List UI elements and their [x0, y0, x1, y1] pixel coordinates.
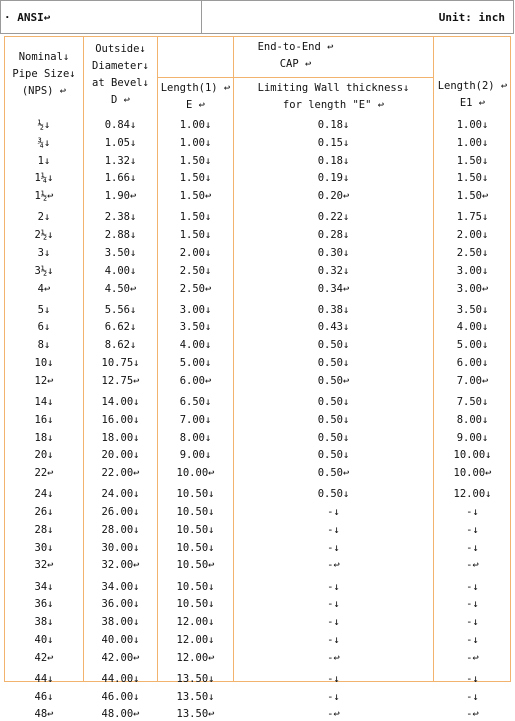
cell-nps: 38↓: [34, 616, 54, 629]
cell-length-1: 1.50↓: [179, 154, 212, 167]
header-outside-diameter: [84, 41, 157, 109]
cell-outside-diameter: 40.00↓: [101, 633, 140, 646]
cell-wall-thickness: -↩: [327, 708, 340, 721]
cell-wall-thickness: 0.50↓: [317, 413, 350, 426]
header-nps: [5, 49, 83, 100]
cell-wall-thickness: 0.15↓: [317, 136, 350, 149]
cell-nps: 1↓: [37, 154, 51, 167]
header-wall-line: for length "E" ↩: [282, 99, 385, 111]
cell-length-1: 3.00↓: [179, 303, 212, 316]
cell-length-1: 5.00↓: [179, 357, 212, 369]
cell-length-1: 1.00↓: [179, 119, 212, 131]
header-nps-line: Pipe Size↓: [12, 68, 76, 80]
cell-outside-diameter: 4.00↓: [104, 264, 137, 277]
cell-outside-diameter: 16.00↓: [101, 413, 140, 426]
cell-nps: 12↩: [34, 374, 54, 387]
cell-length-1: 10.50↓: [176, 523, 215, 536]
cell-length-1: 12.00↩: [176, 651, 215, 664]
cell-length-1: 1.50↓: [179, 229, 212, 242]
header-length-1: [158, 80, 233, 114]
cell-length-2: 2.50↓: [456, 246, 489, 259]
cell-outside-diameter: 1.05↓: [104, 136, 137, 149]
cell-length-1: 1.00↓: [179, 136, 212, 149]
cell-length-2: 10.00↩: [453, 467, 492, 480]
cell-wall-thickness: 0.20↩: [317, 190, 350, 203]
cell-wall-thickness: 0.50↓: [317, 339, 350, 352]
cell-wall-thickness: -↓: [327, 690, 340, 703]
cell-outside-diameter: 12.75↩: [101, 374, 140, 387]
header-len1-line: Length(1) ↩: [160, 82, 231, 94]
cell-wall-thickness: 0.28↓: [317, 229, 350, 242]
cell-outside-diameter: 32.00↩: [101, 559, 140, 572]
header-end-to-end-cap: [158, 39, 433, 73]
cell-nps: 5↓: [37, 303, 51, 316]
cell-wall-thickness: -↓: [327, 616, 340, 629]
cell-length-2: 1.50↓: [456, 172, 489, 185]
cell-length-2: 8.00↓: [456, 413, 489, 426]
cell-length-2: 1.00↓: [456, 119, 489, 131]
cell-wall-thickness: 0.18↓: [317, 119, 350, 131]
cell-length-1: 3.50↓: [179, 321, 212, 334]
cell-length-1: 13.50↓: [176, 672, 215, 685]
cell-wall-thickness: -↓: [327, 541, 340, 554]
cell-wall-thickness: 0.50↓: [317, 395, 350, 408]
cell-wall-thickness: 0.50↩: [317, 374, 350, 387]
cell-wall-thickness: 0.32↓: [317, 264, 350, 277]
cell-nps: 40↓: [34, 633, 54, 646]
cell-length-1: 6.50↓: [179, 395, 212, 408]
cell-wall-thickness: 0.34↩: [317, 282, 350, 295]
cell-nps: ½↓: [37, 119, 51, 131]
cell-length-2: 7.50↓: [456, 395, 489, 408]
cell-outside-diameter: 8.62↓: [104, 339, 137, 352]
cell-length-2: -↓: [466, 672, 479, 685]
cell-length-1: 10.50↓: [176, 541, 215, 554]
cell-outside-diameter: 42.00↩: [101, 651, 140, 664]
cell-wall-thickness: -↓: [327, 598, 340, 611]
cell-length-2: -↓: [466, 580, 479, 593]
cell-length-2: -↓: [466, 633, 479, 646]
cell-nps: 14↓: [34, 395, 54, 408]
cell-outside-diameter: 46.00↓: [101, 690, 140, 703]
cell-length-1: 13.50↓: [176, 690, 215, 703]
cell-nps: 48↩: [34, 708, 54, 721]
cell-outside-diameter: 4.50↩: [104, 282, 137, 295]
cell-outside-diameter: 26.00↓: [101, 506, 140, 518]
cell-outside-diameter: 10.75↓: [101, 357, 140, 369]
header-od-line: D ↩: [111, 94, 130, 106]
cell-length-2: 3.00↩: [456, 282, 489, 295]
cell-outside-diameter: 48.00↩: [101, 708, 140, 721]
cell-outside-diameter: 34.00↓: [101, 580, 140, 593]
cell-wall-thickness: 0.38↓: [317, 303, 350, 316]
cell-length-1: 9.00↓: [179, 449, 212, 462]
cell-nps: 28↓: [34, 523, 54, 536]
cell-length-1: 7.00↓: [179, 413, 212, 426]
cell-length-2: 1.00↓: [456, 136, 489, 149]
cell-length-1: 6.00↩: [179, 374, 212, 387]
header-len1-line: E ↩: [186, 99, 205, 111]
cell-outside-diameter: 0.84↓: [104, 119, 137, 131]
cell-length-1: 1.50↓: [179, 172, 212, 185]
header-wall-thickness: [234, 80, 433, 114]
cell-length-1: 10.50↓: [176, 598, 215, 611]
cell-length-1: 8.00↓: [179, 431, 212, 444]
cell-outside-diameter: 2.88↓: [104, 229, 137, 242]
cell-nps: 6↓: [37, 321, 51, 334]
cell-nps: 26↓: [34, 506, 54, 518]
header-wall-line: Limiting Wall thickness↓: [257, 82, 410, 94]
cell-outside-diameter: 28.00↓: [101, 523, 140, 536]
cell-length-1: 10.50↓: [176, 580, 215, 593]
cell-nps: 20↓: [34, 449, 54, 462]
cell-length-1: 10.50↩: [176, 559, 215, 572]
cell-wall-thickness: -↩: [327, 651, 340, 664]
cell-length-2: 3.50↓: [456, 303, 489, 316]
cell-outside-diameter: 20.00↓: [101, 449, 140, 462]
dimension-table: [4, 36, 511, 721]
cell-length-1: 2.50↓: [179, 264, 212, 277]
cell-nps: 10↓: [34, 357, 54, 369]
cell-nps: 3↓: [37, 246, 51, 259]
cell-wall-thickness: 0.50↓: [317, 488, 350, 501]
cell-outside-diameter: 30.00↓: [101, 541, 140, 554]
cell-nps: 8↓: [37, 339, 51, 352]
cell-nps: 32↩: [34, 559, 54, 572]
header-group-line: End-to-End ↩: [257, 41, 334, 53]
cell-outside-diameter: 18.00↓: [101, 431, 140, 444]
cell-outside-diameter: 1.32↓: [104, 154, 137, 167]
cell-length-2: -↓: [466, 598, 479, 611]
cell-outside-diameter: 22.00↩: [101, 467, 140, 480]
cell-nps: 1½↩: [34, 190, 54, 203]
header-od-line: Diameter↓: [92, 60, 149, 72]
cell-wall-thickness: 0.19↓: [317, 172, 350, 185]
cell-wall-thickness: -↩: [327, 559, 340, 572]
cell-outside-diameter: 38.00↓: [101, 616, 140, 629]
cell-outside-diameter: 3.50↓: [104, 246, 137, 259]
cell-length-2: -↩: [466, 708, 479, 721]
cell-length-1: 4.00↓: [179, 339, 212, 352]
cell-length-1: 10.00↩: [176, 467, 215, 480]
cell-length-2: 1.50↩: [456, 190, 489, 203]
table-caption-bar: [0, 0, 514, 34]
cell-length-2: 12.00↓: [453, 488, 492, 501]
cell-wall-thickness: 0.18↓: [317, 154, 350, 167]
cell-nps: 30↓: [34, 541, 54, 554]
cell-length-2: -↩: [466, 559, 479, 572]
cell-length-2: 7.00↩: [456, 374, 489, 387]
cell-length-1: 12.00↓: [176, 616, 215, 629]
group-header-divider: [157, 77, 434, 78]
cell-outside-diameter: 44.00↓: [101, 672, 140, 685]
cell-wall-thickness: 0.22↓: [317, 211, 350, 224]
cell-nps: ¾↓: [37, 136, 51, 149]
cell-nps: 22↩: [34, 467, 54, 480]
cell-length-2: 3.00↓: [456, 264, 489, 277]
cell-outside-diameter: 5.56↓: [104, 303, 137, 316]
cell-length-2: -↓: [466, 523, 479, 536]
cell-length-2: -↓: [466, 616, 479, 629]
header-od-line: at Bevel↓: [92, 77, 149, 89]
cell-wall-thickness: 0.43↓: [317, 321, 350, 334]
cell-wall-thickness: -↓: [327, 580, 340, 593]
cell-length-1: 10.50↓: [176, 488, 215, 501]
cell-wall-thickness: -↓: [327, 523, 340, 536]
cell-length-2: -↩: [466, 651, 479, 664]
cell-outside-diameter: 1.90↩: [104, 190, 137, 203]
cell-nps: 4↩: [37, 282, 51, 295]
cell-length-2: 9.00↓: [456, 431, 489, 444]
header-nps-line: Nominal↓: [18, 51, 70, 63]
cell-nps: 1¼↓: [34, 172, 54, 185]
cell-length-1: 1.50↓: [179, 211, 212, 224]
cell-length-2: 10.00↓: [453, 449, 492, 462]
header-len2-line: Length(2) ↩: [437, 80, 508, 92]
cell-wall-thickness: 0.30↓: [317, 246, 350, 259]
cell-length-1: 2.00↓: [179, 246, 212, 259]
cell-length-2: 6.00↓: [456, 357, 489, 369]
cell-length-1: 10.50↓: [176, 506, 215, 518]
cell-wall-thickness: 0.50↩: [317, 467, 350, 480]
header-length-2: [434, 78, 511, 112]
header-len2-line: E1 ↩: [459, 97, 486, 109]
cell-length-2: 2.00↓: [456, 229, 489, 242]
cell-wall-thickness: -↓: [327, 633, 340, 646]
cell-wall-thickness: -↓: [327, 506, 340, 518]
cell-nps: 24↓: [34, 488, 54, 501]
cell-nps: 16↓: [34, 413, 54, 426]
cell-wall-thickness: -↓: [327, 672, 340, 685]
cell-length-1: 12.00↓: [176, 633, 215, 646]
cell-outside-diameter: 36.00↓: [101, 598, 140, 611]
cell-wall-thickness: 0.50↓: [317, 431, 350, 444]
cell-length-2: 1.75↓: [456, 211, 489, 224]
cell-nps: 44↓: [34, 672, 54, 685]
cell-outside-diameter: 6.62↓: [104, 321, 137, 334]
cell-outside-diameter: 24.00↓: [101, 488, 140, 501]
header-od-line: Outside↓: [95, 43, 146, 55]
cell-length-1: 13.50↩: [176, 708, 215, 721]
cell-length-1: 1.50↩: [179, 190, 212, 203]
cell-nps: 2½↓: [34, 229, 54, 242]
unit-label: Unit: inch: [438, 10, 505, 24]
cell-nps: 3½↓: [34, 264, 54, 277]
cell-length-2: -↓: [466, 690, 479, 703]
cell-nps: 2↓: [37, 211, 51, 224]
header-group-line: CAP ↩: [279, 58, 312, 70]
cell-nps: 42↩: [34, 651, 54, 664]
cell-outside-diameter: 14.00↓: [101, 395, 140, 408]
cell-length-2: -↓: [466, 506, 479, 518]
cell-outside-diameter: 1.66↓: [104, 172, 137, 185]
cell-length-2: -↓: [466, 541, 479, 554]
cell-length-2: 1.50↓: [456, 154, 489, 167]
cell-length-2: 5.00↓: [456, 339, 489, 352]
cell-nps: 18↓: [34, 431, 54, 444]
cell-nps: 34↓: [34, 580, 54, 593]
cell-outside-diameter: 2.38↓: [104, 211, 137, 224]
cell-length-2: 4.00↓: [456, 321, 489, 334]
standard-label: · ANSI↩: [1, 1, 202, 33]
cell-nps: 36↓: [34, 598, 54, 611]
cell-wall-thickness: 0.50↓: [317, 449, 350, 462]
header-nps-line: (NPS) ↩: [21, 85, 67, 97]
cell-nps: 46↓: [34, 690, 54, 703]
cell-length-1: 2.50↩: [179, 282, 212, 295]
cell-wall-thickness: 0.50↓: [317, 357, 350, 369]
